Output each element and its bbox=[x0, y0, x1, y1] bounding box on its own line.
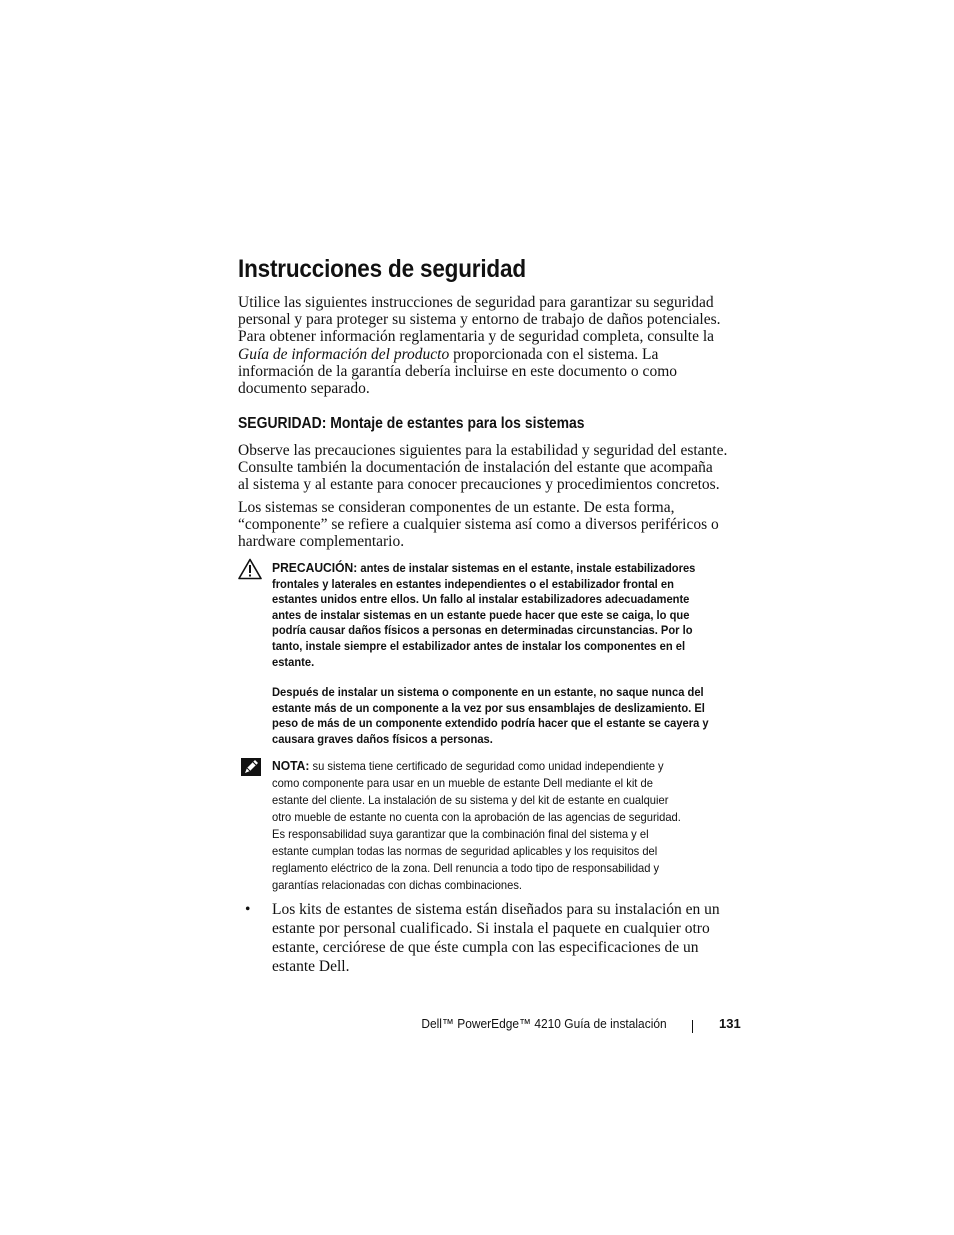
note-line: estante del cliente. La instalación de su sistema y del kit de estante en cualquier bbox=[272, 793, 669, 807]
bullet-line: estante, cerciórese de que éste cumpla con las especificaciones de un bbox=[272, 939, 699, 956]
note-line bbox=[272, 757, 709, 775]
page-footer bbox=[0, 1016, 954, 1036]
warning-triangle-icon bbox=[238, 558, 262, 580]
caution-notice bbox=[272, 560, 709, 670]
note-line: estante cumplan todas las normas de seguridad aplicables y los requisitos del bbox=[272, 844, 658, 858]
caution-line bbox=[272, 560, 709, 577]
note-text: su sistema tiene certificado de seguridad como unidad independiente y bbox=[309, 759, 664, 773]
caution-text: antes de instalar sistemas en el estante, instale estabilizadores bbox=[357, 561, 696, 575]
caution-line: estantes unidos entre ellos. Un fallo al instalar estabilizadores adecuadamente bbox=[272, 592, 690, 607]
note-line: reglamento eléctrico de la zona. Dell renuncia a todo tipo de responsabilidad y bbox=[272, 861, 660, 875]
caution-line: estante. bbox=[272, 654, 315, 669]
caution-line: podría causar daños físicos a personas en determinadas circunstancias. Por lo bbox=[272, 623, 693, 638]
guide-reference: Guía de información del producto bbox=[238, 345, 450, 363]
caution-line: peso de más de un componente extendido podría hacer que el estante se cayera y bbox=[272, 716, 709, 731]
caution-line: estante más de un componente a la vez por sus ensamblajes de deslizamiento. El bbox=[272, 700, 705, 715]
bullet-line: estante por personal cualificado. Si instala el paquete en cualquier otro bbox=[272, 920, 710, 937]
caution-paragraph-2 bbox=[272, 685, 709, 747]
caution-line: Después de instalar un sistema o componente en un estante, no saque nunca del bbox=[272, 685, 704, 699]
caution-line: causara graves daños físicos a personas. bbox=[272, 731, 493, 746]
page-title: Instrucciones de seguridad bbox=[238, 255, 526, 283]
intro-line-rest: proporcionada con el sistema. La bbox=[449, 345, 659, 363]
intro-line: documento separado. bbox=[238, 380, 370, 398]
note-line: Es responsabilidad suya garantizar que la combinación final del sistema y el bbox=[272, 827, 649, 841]
intro-line: información de la garantía debería incluirse en este documento o como bbox=[238, 362, 677, 380]
paragraph-line: “componente” se refiere a cualquier sistema así como a diversos periféricos o bbox=[238, 516, 719, 534]
intro-line: Utilice las siguientes instrucciones de seguridad para garantizar su seguridad bbox=[238, 294, 714, 311]
intro-paragraph bbox=[238, 294, 738, 397]
bullet-marker: • bbox=[245, 901, 251, 918]
note-line: garantías relacionadas con dichas combinaciones. bbox=[272, 878, 523, 892]
paragraph-line: hardware complementario. bbox=[238, 533, 405, 551]
bullet-line: estante Dell. bbox=[272, 958, 350, 975]
bullet-line: Los kits de estantes de sistema están diseñados para su instalación en un bbox=[272, 901, 720, 918]
paragraph-line: al sistema y al estante para conocer precauciones y procedimientos concretos. bbox=[238, 476, 720, 494]
caution-line: tanto, instale siempre el estabilizador antes de instalar los componentes en el bbox=[272, 638, 686, 653]
note-line: como componente para usar en un mueble de estante Dell mediante el kit de bbox=[272, 776, 653, 790]
pencil-note-icon bbox=[240, 757, 262, 777]
footer-title: Dell™ PowerEdge™ 4210 Guía de instalación bbox=[421, 1016, 667, 1031]
intro-line bbox=[238, 346, 738, 363]
bullet-item bbox=[272, 900, 742, 976]
note-label: NOTA: bbox=[272, 758, 310, 773]
section-heading: SEGURIDAD: Montaje de estantes para los sistemas bbox=[238, 415, 585, 432]
note-notice bbox=[272, 757, 709, 894]
intro-line: Para obtener información reglamentaria y de seguridad completa, consulte la bbox=[238, 328, 715, 346]
footer-divider bbox=[692, 1020, 693, 1033]
note-line: otro mueble de estante no cuenta con la aprobación de las agencias de seguridad. bbox=[272, 810, 681, 824]
section-paragraph-1 bbox=[238, 442, 738, 494]
page-number: 131 bbox=[719, 1016, 741, 1031]
paragraph-line: Consulte también la documentación de instalación del estante que acompaña bbox=[238, 459, 713, 477]
caution-line: frontales y laterales en estantes independientes o el estabilizador frontal en bbox=[272, 576, 674, 591]
caution-line: antes de instalar sistemas en un estante puede hacer que este se caiga, lo que bbox=[272, 607, 690, 622]
paragraph-line: Observe las precauciones siguientes para la estabilidad y seguridad del estante. bbox=[238, 442, 728, 459]
caution-label: PRECAUCIÓN: bbox=[272, 560, 358, 575]
section-paragraph-2 bbox=[238, 499, 738, 551]
paragraph-line: Los sistemas se consideran componentes de un estante. De esta forma, bbox=[238, 499, 675, 516]
intro-line: personal y para proteger su sistema y entorno de trabajo de daños potenciales. bbox=[238, 311, 721, 329]
